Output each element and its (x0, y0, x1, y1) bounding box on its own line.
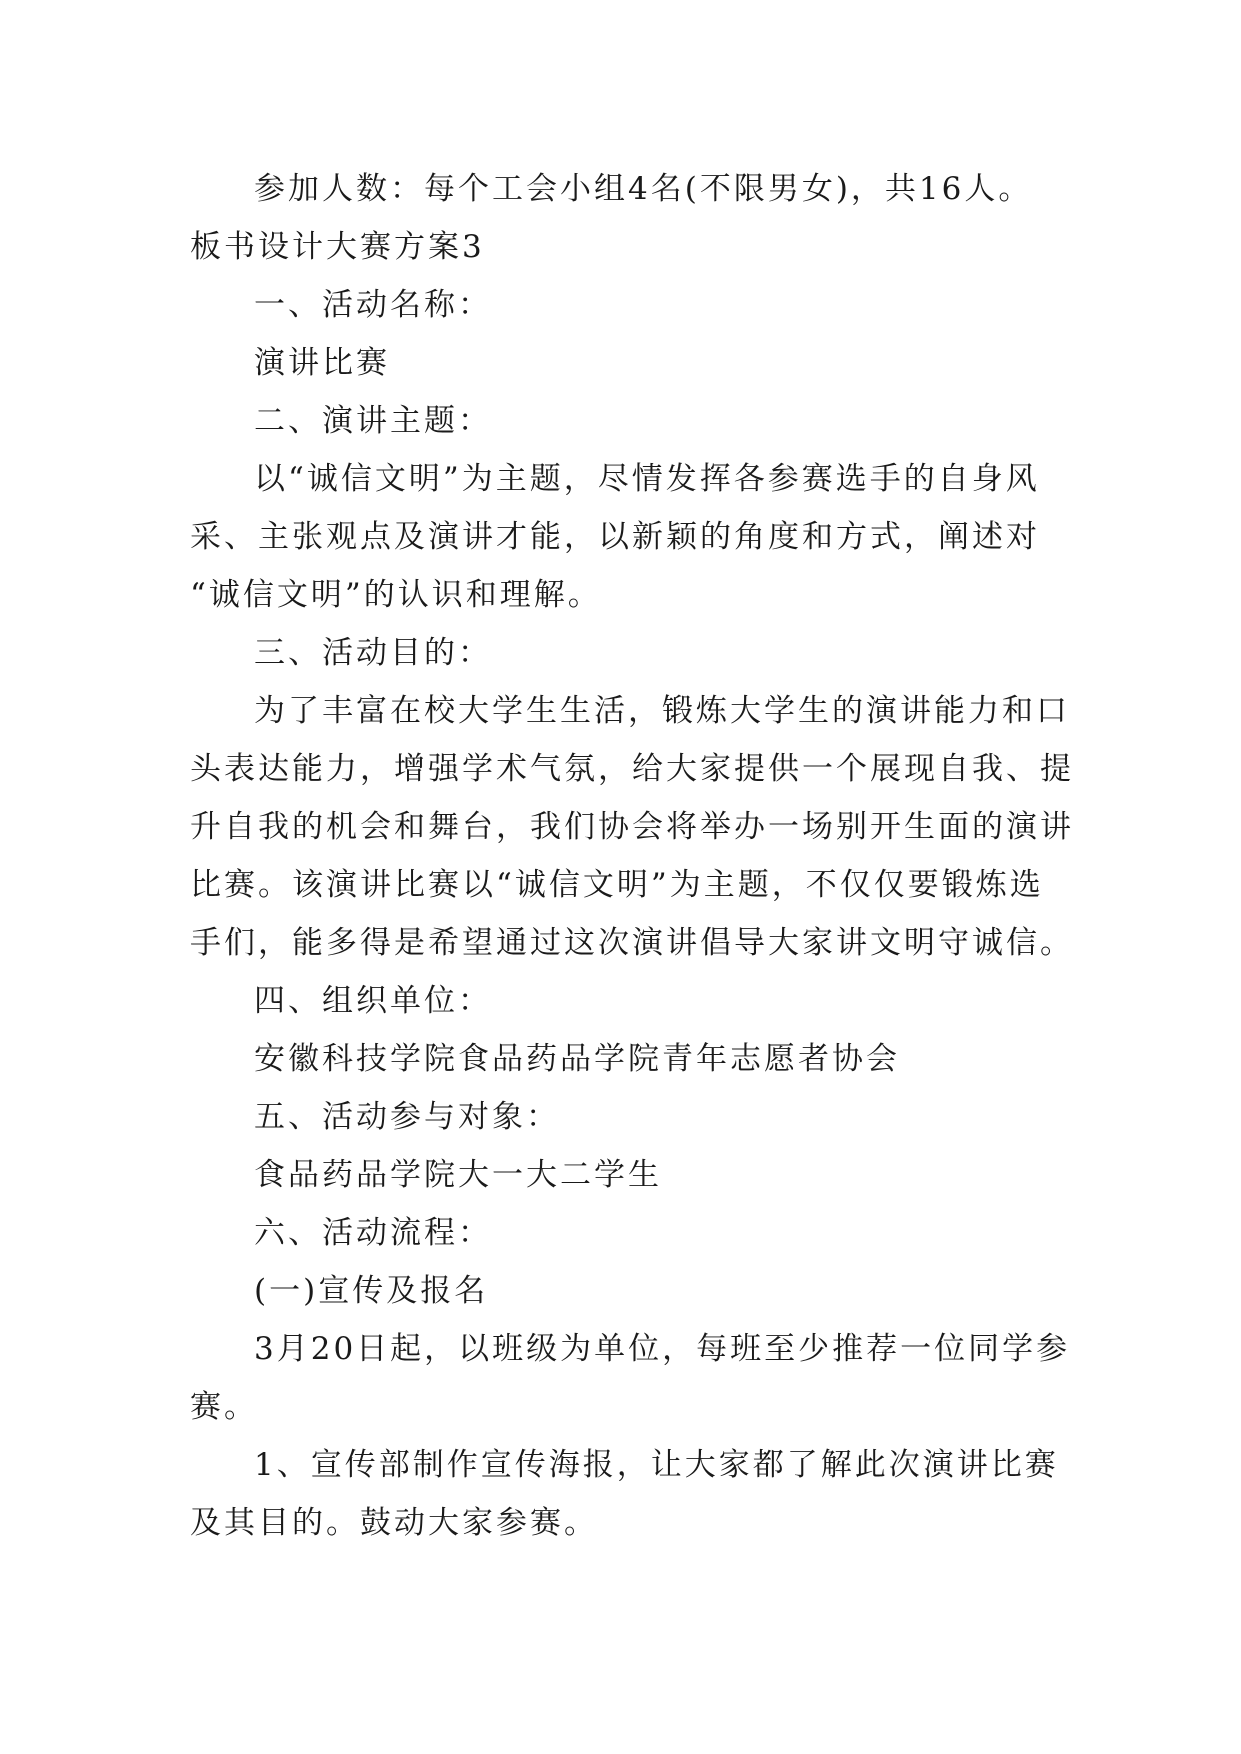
paragraph-activity-name: 演讲比赛 (254, 345, 390, 381)
heading-activity-process: 六、活动流程： (254, 1215, 492, 1251)
heading-speech-theme: 二、演讲主题： (254, 403, 492, 439)
paragraph-purpose-line: 手们，能多得是希望通过这次演讲倡导大家讲文明守诚信。 (190, 925, 1074, 961)
heading-organizer: 四、组织单位： (254, 983, 492, 1019)
paragraph-poster-line: 及其目的。鼓动大家参赛。 (190, 1505, 598, 1541)
section-title: 板书设计大赛方案3 (190, 229, 485, 265)
paragraph-purpose-line: 比赛。该演讲比赛以“诚信文明”为主题，不仅仅要锻炼选 (190, 867, 1044, 903)
paragraph-organizer: 安徽科技学院食品药品学院青年志愿者协会 (254, 1041, 900, 1077)
paragraph-theme-line: 以“诚信文明”为主题，尽情发挥各参赛选手的自身风 (254, 461, 1040, 497)
subheading-publicity: (一)宣传及报名 (254, 1273, 489, 1309)
paragraph-participants-target: 食品药品学院大一大二学生 (254, 1157, 662, 1193)
paragraph-participants: 参加人数：每个工会小组4名(不限男女)，共16人。 (254, 171, 1033, 207)
document-page (190, 160, 1074, 1552)
paragraph-purpose-line: 为了丰富在校大学生生活，锻炼大学生的演讲能力和口 (254, 693, 1070, 729)
paragraph-poster-line: 1、宣传部制作宣传海报，让大家都了解此次演讲比赛 (254, 1447, 1059, 1483)
heading-activity-name: 一、活动名称： (254, 287, 492, 323)
paragraph-theme-line: “诚信文明”的认识和理解。 (190, 577, 602, 613)
heading-participants-target: 五、活动参与对象： (254, 1099, 560, 1135)
paragraph-registration-line: 赛。 (190, 1389, 258, 1425)
paragraph-purpose-line: 头表达能力，增强学术气氛，给大家提供一个展现自我、提 (190, 751, 1074, 787)
paragraph-registration-line: 3月20日起，以班级为单位，每班至少推荐一位同学参 (254, 1331, 1071, 1367)
heading-activity-purpose: 三、活动目的： (254, 635, 492, 671)
paragraph-theme-line: 采、主张观点及演讲才能，以新颖的角度和方式，阐述对 (190, 519, 1040, 555)
paragraph-purpose-line: 升自我的机会和舞台，我们协会将举办一场别开生面的演讲 (190, 809, 1074, 845)
